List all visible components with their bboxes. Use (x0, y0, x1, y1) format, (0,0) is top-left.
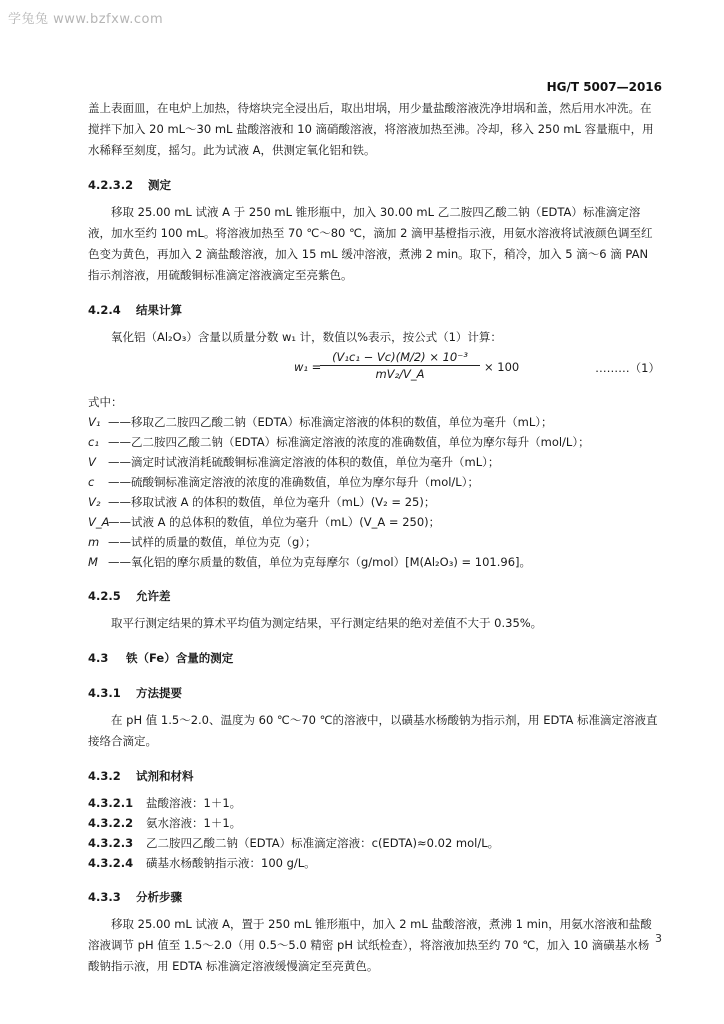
variable-item (88, 552, 660, 572)
section-number: 4.2.3.2 (88, 178, 134, 192)
section-4-2-5-paragraph: 取平行测定结果的算术平均值为测定结果，平行测定结果的绝对差值不大于 0.35%。 (111, 616, 543, 630)
section-4-2-3-2-heading (88, 175, 660, 196)
document-body (88, 98, 660, 977)
variable-symbol: V₁ (88, 415, 101, 429)
reagent-item (88, 813, 660, 833)
variable-item (88, 492, 660, 512)
variable-symbol: m (88, 535, 100, 549)
variable-item (88, 512, 660, 532)
formula-lhs: w₁ = (294, 360, 322, 374)
section-title: 方法提要 (136, 686, 183, 700)
watermark: 学兔兔 www.bzfxw.com (8, 12, 164, 27)
variable-item (88, 472, 660, 492)
variable-item (88, 532, 660, 552)
variable-symbol: V₂ (88, 495, 101, 509)
variable-description: ——滴定时试液消耗硫酸铜标准滴定溶液的体积的数值，单位为毫升（mL）； (108, 455, 500, 469)
variable-description: ——氧化铝的摩尔质量的数值，单位为克每摩尔（g/mol）[M(Al₂O₃) = 101.96]。 (108, 555, 531, 569)
section-title: 试剂和材料 (136, 769, 194, 783)
variable-symbol: V (88, 455, 96, 469)
variable-symbol: M (88, 555, 98, 569)
page-number: 3 (655, 932, 662, 945)
item-text: 氨水溶液：1＋1。 (146, 816, 242, 830)
section-number: 4.2.4 (88, 303, 121, 317)
section-number: 4.3.3 (88, 890, 121, 904)
item-number: 4.3.2.2 (88, 816, 134, 830)
section-title: 结果计算 (136, 303, 183, 317)
section-title: 铁（Fe）含量的测定 (126, 651, 234, 665)
section-number: 4.3.1 (88, 686, 121, 700)
item-number: 4.3.2.3 (88, 836, 134, 850)
variable-item (88, 412, 660, 432)
variable-description: ——硫酸铜标准滴定溶液的浓度的准确数值，单位为摩尔每升（mol/L）； (108, 475, 479, 489)
formula-1 (88, 350, 660, 388)
formula-reference: ………（1） (595, 361, 660, 375)
variable-symbol: V_A (88, 515, 110, 529)
variable-description: ——移取试液 A 的体积的数值，单位为毫升（mL）(V₂ = 25)； (108, 495, 436, 509)
section-title: 允许差 (136, 589, 171, 603)
reagent-item (88, 793, 660, 813)
section-4-2-4-heading (88, 300, 660, 321)
variable-symbol: c (88, 475, 95, 489)
variable-description: ——试液 A 的总体积的数值，单位为毫升（mL）(V_A = 250)； (108, 515, 441, 529)
item-number: 4.3.2.1 (88, 796, 134, 810)
formula-fraction (320, 350, 480, 381)
variable-list (88, 392, 660, 572)
formula-multiplier: × 100 (484, 360, 520, 374)
section-number: 4.3 (88, 651, 109, 665)
item-text: 磺基水杨酸钠指示液：100 g/L。 (146, 856, 316, 870)
section-4-2-4-paragraph: 氧化铝（Al₂O₃）含量以质量分数 w₁ 计，数值以%表示，按公式（1）计算： (111, 330, 502, 344)
variable-description: ——移取乙二胺四乙酸二钠（EDTA）标准滴定溶液的体积的数值，单位为毫升（mL）； (108, 415, 553, 429)
section-4-3-3-heading (88, 887, 660, 908)
section-4-3-heading (88, 648, 660, 669)
section-title: 分析步骤 (136, 890, 183, 904)
item-number: 4.3.2.4 (88, 856, 134, 870)
section-4-2-3-2-paragraph: 移取 25.00 mL 试液 A 于 250 mL 锥形瓶中，加入 30.00 mL 乙二胺四乙酸二钠（EDTA）标准滴定溶液，加水至约 100 mL。将溶液加热至 70 ℃～80 ℃，滴加 2 滴甲基橙指示液，用氨水溶液将试液颜色调至红色变为黄色，再加入 2 滴盐酸溶液，加入 15 mL 缓冲溶液，煮沸 2 min。取下，稍冷，加入 5 滴～6 滴 PAN 指示剂溶液，用硫酸铜标准滴定溶液滴定至亮紫色。 (88, 205, 653, 282)
reagent-item (88, 853, 660, 873)
section-4-3-3-paragraph: 移取 25.00 mL 试液 A，置于 250 mL 锥形瓶中，加入 2 mL 盐酸溶液，煮沸 1 min，用氨水溶液和盐酸溶液调节 pH 值至 1.5～2.0（用 0.5～5.0 精密 pH 试纸检查），将溶液加热至约 70 ℃，加入 10 滴磺基水杨酸钠指示液，用 EDTA 标准滴定溶液缓慢滴定至亮黄色。 (88, 917, 652, 973)
section-4-3-1-heading (88, 683, 660, 704)
section-number: 4.3.2 (88, 769, 121, 783)
variable-item (88, 432, 660, 452)
intro-paragraph: 盖上表面皿，在电炉上加热，待熔块完全浸出后，取出坩埚，用少量盐酸溶液洗净坩埚和盖，然后用水冲洗。在搅拌下加入 20 mL～30 mL 盐酸溶液和 10 滴硝酸溶液，将溶液加热至沸。冷却，移入 250 mL 容量瓶中，用水稀释至刻度，摇匀。此为试液 A，供测定氧化铝和铁。 (88, 101, 654, 157)
formula-denominator: mV₂/V_A (375, 367, 425, 381)
variable-item (88, 452, 660, 472)
section-title: 测定 (148, 178, 172, 192)
item-text: 乙二胺四乙酸二钠（EDTA）标准滴定溶液：c(EDTA)≈0.02 mol/L。 (146, 836, 500, 850)
standard-code: HG/T 5007—2016 (546, 80, 662, 94)
variable-symbol: c₁ (88, 435, 99, 449)
section-4-3-2-heading (88, 766, 660, 787)
section-number: 4.2.5 (88, 589, 121, 603)
section-4-2-5-heading (88, 586, 660, 607)
where-label: 式中： (88, 395, 123, 409)
variable-description: ——乙二胺四乙酸二钠（EDTA）标准滴定溶液的浓度的准确数值，单位为摩尔每升（mol/L）； (108, 435, 590, 449)
reagent-item (88, 833, 660, 853)
variable-description: ——试样的质量的数值，单位为克（g）； (108, 535, 317, 549)
formula-numerator: (V₁c₁ − Vc)(M/2) × 10⁻³ (320, 350, 480, 366)
section-4-3-1-paragraph: 在 pH 值 1.5～2.0、温度为 60 ℃～70 ℃的溶液中，以磺基水杨酸钠为指示剂，用 EDTA 标准滴定溶液直接络合滴定。 (88, 713, 658, 748)
item-text: 盐酸溶液：1＋1。 (146, 796, 242, 810)
